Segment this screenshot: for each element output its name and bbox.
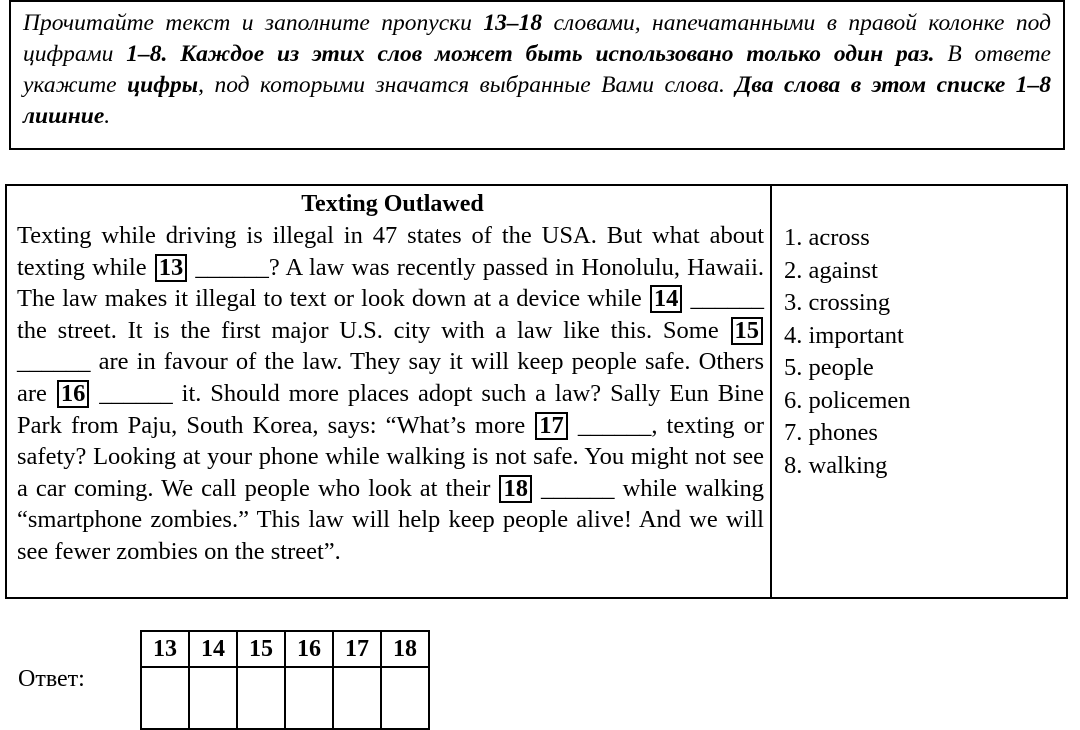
- text-body: [17, 220, 764, 568]
- instr-bold: цифры: [127, 72, 199, 98]
- answer-cell-15[interactable]: [237, 667, 285, 729]
- word-item: 1. across: [784, 224, 870, 251]
- word-item: 8. walking: [784, 451, 888, 479]
- word-item: 4. important: [784, 321, 904, 349]
- instr-range: 13–18: [483, 10, 543, 36]
- instr-part: В ответе укажите: [23, 41, 1051, 98]
- answer-col-header: 15: [237, 631, 285, 667]
- word-item: 3. crossing: [784, 289, 891, 316]
- text-segment: it. Should more places adopt such a law? Sally Eun Bine Park from Paju, South Korea, says: “What’s more: [17, 379, 764, 439]
- task-table: [5, 184, 1068, 599]
- gap-number-13: 13: [155, 254, 188, 282]
- gap-number-16: 16: [57, 380, 90, 408]
- text-column: [7, 186, 772, 597]
- gap-number-14: 14: [650, 285, 683, 313]
- answer-cell-16[interactable]: [285, 667, 333, 729]
- gap-number-18: 18: [499, 475, 532, 503]
- instr-part: .: [104, 103, 111, 129]
- answer-col-header: 13: [141, 631, 189, 667]
- answer-table: [140, 630, 430, 730]
- gap-blank-15: ______: [17, 348, 91, 376]
- text-title: Texting Outlawed: [301, 191, 484, 217]
- answer-cell-18[interactable]: [381, 667, 429, 729]
- instructions-box: [9, 0, 1065, 150]
- answer-col-header: 17: [333, 631, 381, 667]
- answer-col-header: 18: [381, 631, 429, 667]
- gap-blank-18: ______: [541, 474, 615, 502]
- text-segment: ? A law was recently passed in Honolulu, Hawaii. The law makes it illegal to text or look down at a device while: [17, 253, 765, 313]
- answer-cell-14[interactable]: [189, 667, 237, 729]
- gap-number-15: 15: [731, 317, 764, 345]
- gap-number-17: 17: [535, 412, 568, 440]
- gap-blank-14: ______: [690, 285, 765, 313]
- instr-part: Прочитайте текст и заполните пропуски: [23, 10, 484, 36]
- word-item: 7. phones: [784, 419, 878, 446]
- text-segment: the street. It is the first major U.S. city with a law like this. Some: [17, 316, 730, 344]
- answer-cell-17[interactable]: [333, 667, 381, 729]
- text-segment: Texting while driving is illegal in 47 states of the USA. But what about texting while: [17, 222, 764, 281]
- answer-col-header: 14: [189, 631, 237, 667]
- text-segment: are in favour of the law. They say it will keep people safe. Others are: [17, 348, 764, 407]
- word-item: 6. policemen: [784, 386, 911, 414]
- instr-bold: 1–8. Каждое из этих слов может быть использовано только один раз.: [126, 41, 935, 67]
- gap-blank-13: ______: [195, 253, 269, 281]
- instr-part: словами, напечатанными в правой колонке под цифрами: [23, 10, 1051, 67]
- word-item: 2. against: [784, 256, 878, 284]
- instr-bold: Два слова в этом списке 1–8 лишние: [23, 72, 1051, 129]
- gap-blank-16: ______: [99, 379, 173, 407]
- text-segment: , texting or safety? Looking at your phone while walking is not safe. You might not see a car coming. We call people who look at their: [17, 411, 764, 502]
- word-bank: [772, 186, 1066, 597]
- text-segment: while walking “smartphone zombies.” This law will help keep people alive! And we will see fewer zombies on the street”.: [17, 474, 765, 565]
- answer-col-header: 16: [285, 631, 333, 667]
- word-item: 5. people: [784, 354, 874, 381]
- instr-part: , под которыми значатся выбранные Вами слова.: [198, 72, 736, 98]
- answer-cell-13[interactable]: [141, 667, 189, 729]
- answer-label: Ответ:: [18, 666, 85, 692]
- gap-blank-17: ______: [577, 411, 652, 439]
